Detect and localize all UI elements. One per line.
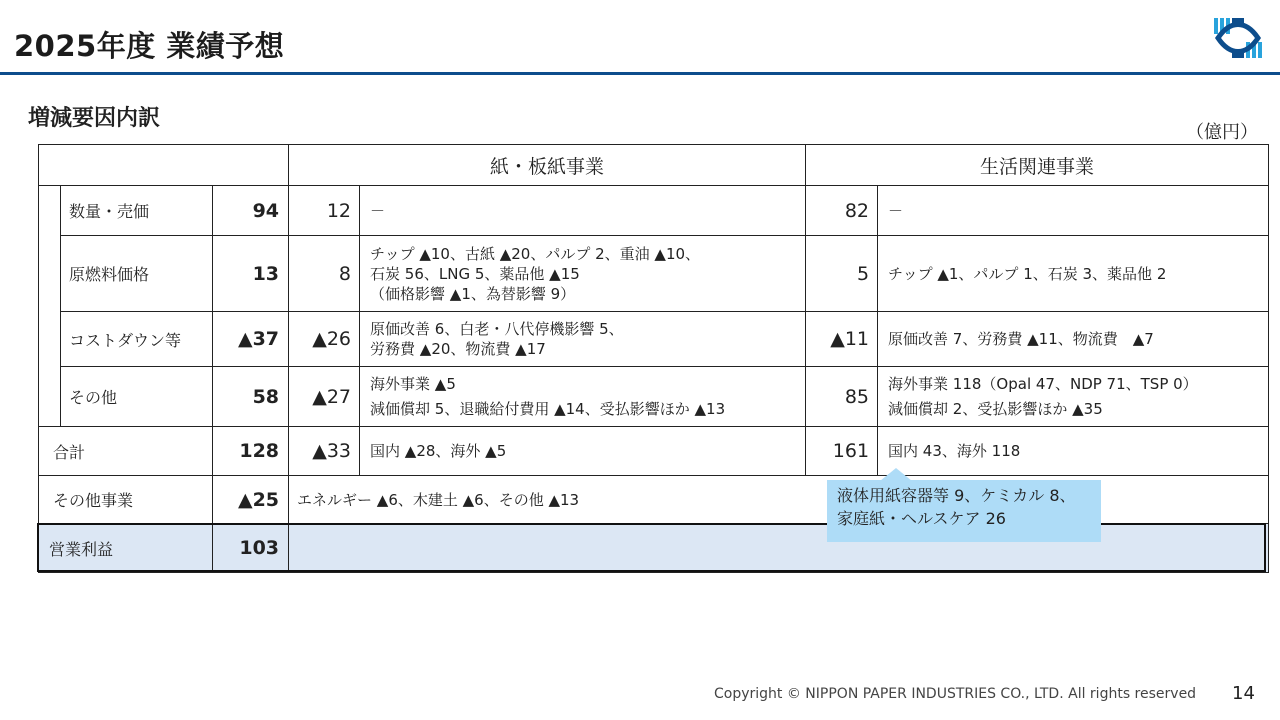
subtotal-total: 128 [213,427,289,476]
other-business-detail: エネルギー ▲6、木建土 ▲6、その他 ▲13 [289,476,1269,524]
page-number: 14 [1232,683,1255,704]
callout-note [827,480,1101,542]
row-total: 13 [213,236,289,312]
row-label: その他 [61,367,213,427]
living-value: 161 [806,427,878,476]
operating-profit-label: 営業利益 [39,524,213,573]
other-business-label: その他事業 [39,476,213,524]
table-row [39,312,1269,367]
living-detail: － [878,186,1269,236]
row-label: コストダウン等 [61,312,213,367]
living-detail: 国内 43、海外 118 [878,427,1269,476]
other-business-total: ▲25 [213,476,289,524]
living-value: 5 [806,236,878,312]
paper-value: ▲33 [289,427,360,476]
paper-detail: 海外事業 ▲5 減価償却 5、退職給付費用 ▲14、受払影響ほか ▲13 [360,367,806,427]
living-detail: 海外事業 118（Opal 47、NDP 71、TSP 0） 減価償却 2、受払影響ほか ▲35 [878,367,1269,427]
row-total: 58 [213,367,289,427]
table-row [39,367,1269,427]
paper-value: ▲26 [289,312,360,367]
callout-line: 液体用紙容器等 9、ケミカル 8、 [837,486,1076,505]
paper-detail: 国内 ▲28、海外 ▲5 [360,427,806,476]
unit-label: （億円） [1186,122,1258,143]
living-value: 82 [806,186,878,236]
living-detail: 原価改善 7、労務費 ▲11、物流費 ▲7 [878,312,1269,367]
paper-detail: － [360,186,806,236]
operating-profit-total: 103 [213,524,289,573]
paper-detail: チップ ▲10、古紙 ▲20、パルプ 2、重油 ▲10、 石炭 56、LNG 5、薬品他 ▲15 （価格影響 ▲1、為替影響 9） [360,236,806,312]
living-detail: チップ ▲1、パルプ 1、石炭 3、薬品他 2 [878,236,1269,312]
nippon-paper-logo-icon [1212,14,1264,62]
row-total: ▲37 [213,312,289,367]
table-row [39,186,1269,236]
living-value: 85 [806,367,878,427]
paper-value: 12 [289,186,360,236]
paper-detail: 原価改善 6、白老・八代停機影響 5、 労務費 ▲20、物流費 ▲17 [360,312,806,367]
living-value: ▲11 [806,312,878,367]
subtotal-label: 合計 [39,427,213,476]
section-subtitle: 増減要因内訳 [28,106,161,131]
copyright-text: Copyright © NIPPON PAPER INDUSTRIES CO., LTD. All rights reserved [714,686,1197,702]
operating-profit-blank [289,524,1269,573]
subtotal-row [39,427,1269,476]
table-row [39,236,1269,312]
table-header-row [39,145,1269,186]
header-living-business: 生活関連事業 [806,145,1269,186]
row-label: 数量・売価 [61,186,213,236]
paper-value: 8 [289,236,360,312]
page-title: 2025年度 業績予想 [14,29,285,63]
indent-cell [39,186,61,427]
header-blank-cell [39,145,289,186]
title-divider [0,72,1280,75]
callout-line: 家庭紙・ヘルスケア 26 [837,509,1006,528]
paper-value: ▲27 [289,367,360,427]
row-total: 94 [213,186,289,236]
header-paper-business: 紙・板紙事業 [289,145,806,186]
row-label: 原燃料価格 [61,236,213,312]
